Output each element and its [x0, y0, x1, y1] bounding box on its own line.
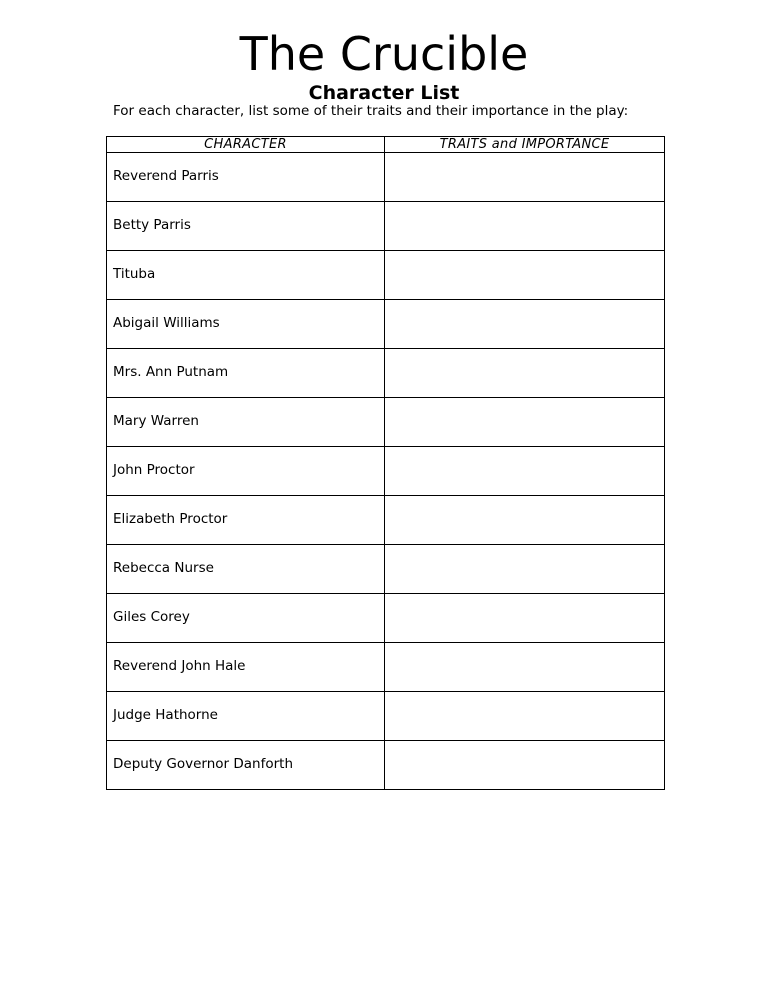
table-row [107, 447, 665, 496]
traits-cell[interactable] [385, 251, 665, 300]
character-name-cell: Tituba [107, 251, 385, 300]
traits-cell[interactable] [385, 349, 665, 398]
table-row [107, 643, 665, 692]
character-name-cell: Betty Parris [107, 202, 385, 251]
traits-cell[interactable] [385, 447, 665, 496]
character-name-cell: Deputy Governor Danforth [107, 741, 385, 790]
character-name-cell: Elizabeth Proctor [107, 496, 385, 545]
table-row [107, 545, 665, 594]
traits-cell[interactable] [385, 643, 665, 692]
table-row [107, 300, 665, 349]
header-traits-importance [385, 137, 665, 153]
traits-cell[interactable] [385, 300, 665, 349]
character-name-cell: Giles Corey [107, 594, 385, 643]
traits-cell[interactable] [385, 545, 665, 594]
page-subtitle: Character List [308, 82, 460, 104]
character-name-cell: Mrs. Ann Putnam [107, 349, 385, 398]
traits-cell[interactable] [385, 496, 665, 545]
character-name-cell: Mary Warren [107, 398, 385, 447]
table-row [107, 692, 665, 741]
character-name-cell: Judge Hathorne [107, 692, 385, 741]
table-row [107, 741, 665, 790]
character-table [106, 136, 665, 790]
character-name-cell: Reverend John Hale [107, 643, 385, 692]
traits-cell[interactable] [385, 202, 665, 251]
traits-cell[interactable] [385, 594, 665, 643]
character-name-cell: Reverend Parris [107, 153, 385, 202]
instructions-text: For each character, list some of their traits and their importance in the play: [113, 103, 629, 119]
table-header-row [107, 137, 665, 153]
character-name-cell: John Proctor [107, 447, 385, 496]
table-row [107, 398, 665, 447]
table-row [107, 496, 665, 545]
traits-cell[interactable] [385, 741, 665, 790]
traits-cell[interactable] [385, 153, 665, 202]
character-name-cell: Abigail Williams [107, 300, 385, 349]
header-character: CHARACTER [107, 137, 385, 153]
table-row [107, 349, 665, 398]
header-importance-label: IMPORTANCE [521, 137, 610, 152]
page-title: The Crucible [239, 27, 529, 81]
header-and-label: and [487, 137, 522, 152]
table-row [107, 202, 665, 251]
table-row [107, 153, 665, 202]
table-row [107, 251, 665, 300]
character-name-cell: Rebecca Nurse [107, 545, 385, 594]
traits-cell[interactable] [385, 692, 665, 741]
header-traits-label: TRAITS [439, 137, 488, 152]
traits-cell[interactable] [385, 398, 665, 447]
table-row [107, 594, 665, 643]
